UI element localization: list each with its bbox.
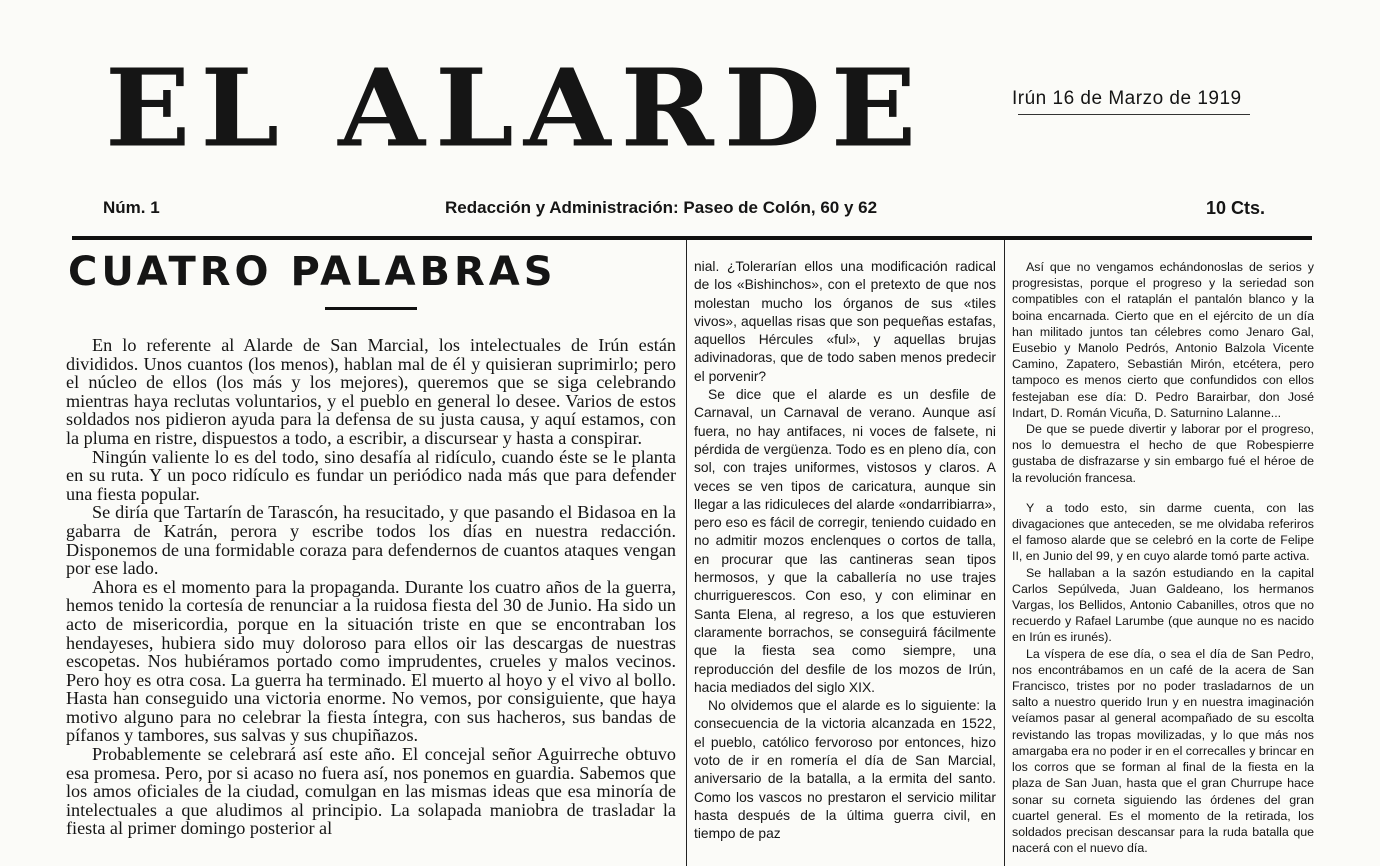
column-divider bbox=[1004, 240, 1005, 866]
title-underline bbox=[325, 307, 417, 310]
article-column-1 bbox=[66, 336, 676, 838]
article-title: CUATRO PALABRAS bbox=[68, 249, 557, 295]
editorial-address: Redacción y Administración: Paseo de Colón, 60 y 62 bbox=[445, 198, 878, 217]
paragraph: Se dice que el alarde es un desfile de Carnaval, un Carnaval de verano. Aunque así fuera, no hay antifaces, ni voces de falsete, ni pérdida de vergüenza. Todo es en pleno día, con sol, con trajes uniformes, vistosos y claros. A veces se ven tipos de caricatura, aunque sin llegar a las ridiculeces del alarde «ondarribiarra», pero eso es fácil de corregir, teniendo cuidado en no admitir mozos enclenques o cortos de talla, en procurar que las cantineras sean tipos hermosos, y que la caballería no use trajes churriguerescos. Con eso, y con eliminar en Santa Elena, al regreso, a los que estuvieren claramente borrachos, se conseguirá fácilmente que la fiesta sea como siempre, una reproducción del desfile de los mozos de Irún, hacia mediados del siglo XIX. bbox=[694, 387, 996, 695]
issue-date: Irún 16 de Marzo de 1919 bbox=[1012, 88, 1242, 109]
masthead-title: EL ALARDE bbox=[105, 46, 927, 171]
paragraph: Probablemente se celebrará así este año. El concejal señor Aguirreche obtuvo esa promesa. Pero, por si acaso no fuera así, nos ponemos en guardia. Sabemos que los amos oficiales de la ciudad, comulgan en las mismas ideas que esa minoría de intelectuales a que aludimos al principio. La solapada maniobra de trasladar la fiesta al primer domingo posterior al bbox=[66, 744, 676, 839]
paragraph: Ningún valiente lo es del todo, sino desafía al ridículo, cuando éste se le planta en su ruta. Y un poco ridículo es fundar un periódico nada más que para defender una fiesta popular. bbox=[66, 446, 676, 504]
paragraph: Así que no vengamos echándonoslas de serios y progresistas, porque el progreso y la seriedad son compatibles con el rataplán el pantalón blanco y la boina encarnada. Cierto que en el ejército de un día han militado juntos tan célebres como Jenaro Gal, Eusebio y Manolo Pedrós, Antonio Balzola Vicente Camino, Zapatero, Sebastián Mirón, etcétera, pero tampoco es menos cierto que confundidos con ellos festejaban ese día: D. Pedro Barairbar, don José Indart, D. Román Vicuña, D. Saturnino Lalanne... bbox=[1012, 260, 1314, 420]
column-divider bbox=[686, 240, 687, 866]
paragraph: De que se puede divertir y laborar por el progreso, nos lo demuestra el hecho de que Robespierre gustaba de disfrazarse y sin embargo fué el héroe de la revolución francesa. bbox=[1012, 422, 1314, 485]
paragraph: Se hallaban a la sazón estudiando en la capital Carlos Sepúlveda, Juan Galdeano, los hermanos Vargas, los Bellidos, Antonio Cabanilles, otros que no recuerdo y Rafael Larumbe (que aunque no es nacido en Irún es irunés). bbox=[1012, 565, 1314, 645]
issue-price: 10 Cts. bbox=[1206, 198, 1266, 218]
article-column-3 bbox=[1012, 259, 1314, 856]
paragraph: Ahora es el momento para la propaganda. Durante los cuatro años de la guerra, hemos tenido la cortesía de renunciar a la ruidosa fiesta del 30 de Junio. Ha sido un acto de misericordia, porque en la situación triste en que se encontraban los hendayeses, hubiera sido muy doloroso para ellos oir las descargas de nuestras escopetas. Nos hubiéramos portado como imprudentes, crueles y malos vecinos. Pero hoy es otra cosa. La guerra ha terminado. El muerto al hoyo y el vivo al bollo. Hasta han conseguido una victoria enorme. No vemos, por consiguiente, que haya motivo alguno para no celebrar la fiesta íntegra, con sus hacheros, sus bandas de pífanos y tambores, sus salvas y sus chupiñazos. bbox=[66, 576, 676, 746]
paragraph: No olvidemos que el alarde es lo siguiente: la consecuencia de la victoria alcanzada en 1522, el pueblo, católico fervoroso por entonces, hizo voto de ir en romería el día de San Marcial, aniversario de la batalla, a la ermita del santo. Como los vascos no prestaron el servicio militar hasta después de la última guerra civil, en tiempo de paz bbox=[694, 698, 996, 842]
article-column-2 bbox=[694, 258, 996, 844]
date-underline bbox=[1018, 114, 1250, 115]
paragraph: Se diría que Tartarín de Tarascón, ha resucitado, y que pasando el Bidasoa en la gabarra de Katrán, perora y escribe todos los días en nuestra redacción. Disponemos de una formidable coraza para defendernos de cuantos ataques vengan por ese lado. bbox=[66, 502, 676, 579]
paragraph: En lo referente al Alarde de San Marcial, los intelectuales de Irún están divididos. Unos cuantos (los menos), hablan mal de él y quisieran suprimirlo; pero el núcleo de ellos (los más y los mejores), queremos que se siga celebrando mientras haya reclutas voluntarios, y el pueblo en general lo desee. Varios de estos soldados nos pidieron ayuda para la defensa de su justa causa, y aquí estamos, con la pluma en ristre, dispuestos a todo, a escribir, a discursear y hasta a conspirar. bbox=[66, 335, 676, 448]
paragraph: Y a todo esto, sin darme cuenta, con las divagaciones que anteceden, se me olvidaba referiros el famoso alarde que se celebró en la corte de Felipe II, en Junio del 99, y en cuyo alarde tomó parte activa. bbox=[1012, 500, 1314, 564]
paragraph: La víspera de ese día, o sea el día de San Pedro, nos encontrábamos en un café de la acera de San Francisco, tristes por no poder trasladarnos de un salto a nuestro querido Irun y en nuestra imaginación veíamos pasar al general acompañado de su escolta revistando las tropas movilizadas, y lo que más nos amargaba era no poder ir en el correcalles y brincar en los corros que se forman al final de la fiesta en la plaza de San Juan, hasta que el gran Churrupe hace sonar su corneta siguiendo las órdenes del gran cuartel general. Es el momento de la retirada, los soldados precisan descansar para la ruda batalla que nacerá con el nuevo día. bbox=[1012, 646, 1314, 856]
header-rule bbox=[72, 236, 1312, 240]
issue-number: Núm. 1 bbox=[103, 198, 160, 217]
paragraph: nial. ¿Tolerarían ellos una modificación radical de los «Bishinchos», con el pretexto de que nos molestan mucho los órganos de sus «tiles vivos», aquellas risas que son pequeñas estafas, aquellos Hércules «ful», y aquellas brujas adivinadoras, que de todo saben menos predecir el porvenir? bbox=[694, 259, 996, 384]
